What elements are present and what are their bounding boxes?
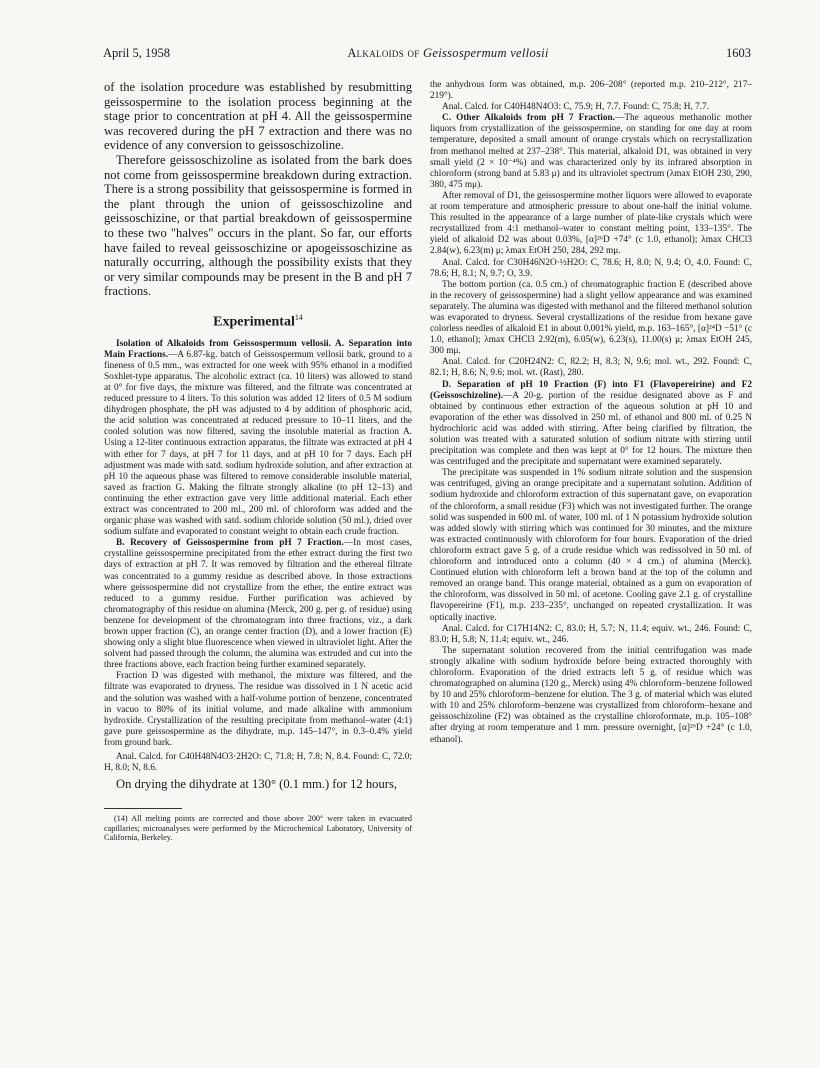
subsection-title: D. Separation of pH 10 Fraction (F) into F1 (Flavopereirine) and F2 (Geissoschizoline). — [430, 379, 752, 401]
paragraph: C. Other Alkaloids from pH 7 Fraction.—The aqueous methanolic mother liquors from crystallization of the geissospermine, on standing for one day at room temperature, deposited a small amount of orange crystals which on recrystallization from methanol melted at 237–238°. This material, alkaloid D1, was obtained in very small yield (2 × 10⁻⁴%) and was characterized only by its infrared absorption in chloroform (strong band at 5.83 μ) and its ultraviolet spectrum (λmax EtOH 230, 290, 380, 475 mμ). — [430, 113, 753, 190]
paragraph: The precipitate was suspended in 1% sodium nitrate solution and the suspension was centrifuged, giving an orange precipitate and a supernatant solution. Addition of sodium hydroxide and chloroform extraction of this supernatant gave, on evaporation of the chloroform, a small residue (F3) which was not investigated further. The orange solid was suspended in 600 ml. of water, 100 ml. of 1 N potassium hydroxide solution was added slowly with stirring which was continued for 30 minutes, and the mixture was extracted continuously with chloroform for four hours. Evaporation of the dried chloroform extract gave 5 g. of a crude residue which was redissolved in 50 ml. of chloroform and introduced onto a column (40 × 4 cm.) of alumina (Merck). Continued elution with chloroform left a brown band at the top of the column and removed an orange band. This orange material, obtained as a gum on evaporation of the chloroform, was dissolved in 50 ml. of acetone. Cooling gave 2.1 g. of crystalline flavopereirine (F1), m.p. 233–235°, unchanged on repeated crystallization. It was optically inactive. — [430, 468, 752, 623]
subsection-title: B. Recovery of Geissospermine from pH 7 Fraction. — [116, 538, 344, 549]
right-column — [430, 80, 752, 843]
paragraph: the anhydrous form was obtained, m.p. 206–208° (reported m.p. 210–212°, 217–219°). — [430, 80, 752, 102]
running-header — [103, 46, 751, 66]
analysis-line: Anal. Calcd. for C40H48N4O3·2H2O: C, 71.8; H, 7.8; N, 8.4. Found: C, 72.0; H, 8.0; N, 8.6. — [104, 752, 412, 774]
left-column — [104, 80, 412, 843]
analysis-line: Anal. Calcd. for C17H14N2: C, 83.0; H, 5.7; N, 11.4; equiv. wt., 246. Found: C, 83.0; H, 5.8; N, 11.4; equiv. wt., 246. — [430, 623, 752, 645]
paragraph: On drying the dihydrate at 130° (0.1 mm.) for 12 hours, — [116, 777, 397, 792]
analysis-line: Anal. Calcd. for C40H48N4O3: C, 75.9; H, 7.7. Found: C, 75.8; H, 7.7. — [442, 102, 710, 113]
paragraph: The supernatant solution recovered from the initial centrifugation was made strongly alkaline with sodium hydroxide before being extracted thoroughly with chloroform. Evaporation of the dried extracts left 5 g. of residue which was chromatographed on alumina (120 g., Merck) using 4% chloroform–benzene followed by 10 and 25% chloroform–benzene for elution. The 3 g. of material which was eluted with 10 and 25% chloroform–benzene was crystallized from chloroform–hexane and geissoschizoline (F2) was obtained as the crystalline chloroformate, m.p. 105–108° after drying at room temperature and 1 mm. pressure overnight, [α]²⁶D +24° (c 1.0, ethanol). — [430, 645, 752, 745]
footnote-rule — [104, 808, 182, 809]
header-title: Alkaloids of Geissospermum vellosii — [347, 46, 549, 60]
two-column-body — [104, 80, 780, 843]
analysis-line: Anal. Calcd. for C30H46N2O·½H2O: C, 78.6; H, 8.0; N, 9.4; O, 4.0. Found: C, 78.6; H, 8.1; N, 9.7; O, 3.9. — [430, 257, 752, 279]
subsection-title: C. Other Alkaloids from pH 7 Fraction. — [442, 113, 616, 124]
paragraph: B. Recovery of Geissospermine from pH 7 Fraction.—In most cases, crystalline geissospermine precipitated from the ether extract during the first two days of extraction at pH 7. It was removed by filtration and the ethereal filtrate was concentrated to a gummy residue as described above. In those extractions where geissospermine did not crystallize from the ether, the entire extract was reduced to a gummy residue. Further purification was achieved by chromatography of this residue on alumina (Merck, 200 g. per g. of residue) using benzene for development of the chromatogram into three fractions, viz., a dark brown upper fraction (C), an orange center fraction (D), and a lower fraction (E) showing only a slight blue fluorescence when viewed in ultraviolet light. After the solvent had passed through the column, the alumina was extruded and cut into the three fractions above, each fraction being further examined separately. — [104, 538, 412, 671]
section-heading: Experimental$^{14}$ — [213, 312, 303, 330]
paragraph: D. Separation of pH 10 Fraction (F) into F1 (Flavopereirine) and F2 (Geissoschizoline).—A 20-g. portion of the residue designated above as F and obtained by continuous ether extraction of the aqueous solution at pH 10 and evaporation of the ether was dissolved in 250 ml. of ethanol and 800 ml. of 0.25 N hydrochloric acid was added with stirring. After being clarified by filtration, the solution was treated with a saturated solution of sodium nitrate with stirring until precipitation was complete and then was kept at 0° for 12 hours. The mixture then was centrifuged and the precipitate and supernatant were examined separately. — [430, 379, 752, 468]
analysis-line: Anal. Calcd. for C20H24N2: C, 82.2; H, 8.3; N, 9.6; mol. wt., 292. Found: C, 82.1; H, 8.6; N, 9.6; mol. wt. (Rast), 280. — [430, 357, 752, 379]
paragraph: After removal of D1, the geissospermine mother liquors were allowed to evaporate at room temperature and atmospheric pressure to about one-half the initial volume. This resulted in the appearance of a large number of plate-like crystals which were recrystallized from 4:1 methanol–water to constant melting point, 133–135°. The yield of alkaloid D2 was about 0.03%, [α]²⁶D +74° (c 1.0, ethanol); λmax CHCl3 2.84(w), 6.23(m) μ; λmax EtOH 250, 284, 292 mμ. — [430, 190, 752, 257]
footnote: (14) All melting points are corrected and those above 200° were taken in evacuated capillaries; microanalyses were performed by the Microchemical Laboratory, University of California, Berkeley. — [104, 813, 412, 843]
paragraph: Isolation of Alkaloids from Geissospermum vellosii. A. Separation into Main Fractions.—A 6.87-kg. batch of Geissospermum vellosii bark, ground to a fineness of 0.5 mm., was extracted for one week with 95% ethanol in a modified Soxhlet-type apparatus. The alcoholic extract (ca. 10 liters) was allowed to stand at 0° for five days, the mixture was filtered, and the filtrate was concentrated at reduced pressure to 4 liters. To this solution was added 12 liters of 0.5 M sodium dihydrogen phosphate, the pH was adjusted to 4 by addition of phosphoric acid, the acid solution was concentrated at reduced pressure to 10–11 liters, and the cooled solution was now filtered, saving the insoluble material as fraction A. Using a 12-liter continuous extraction apparatus, the filtrate was extracted at pH 4 with ether for 7 days, at pH 7 for 11 days, and at pH 10 for 7 days. Each pH adjustment was made with satd. sodium hydroxide solution, and after extraction at pH 10 the aqueous phase was filtered to remove considerable insoluble material, saved as fraction G. Making the filtrate strongly alkaline (to pH 12–13) and continuing the ether extraction gave very little additional material. Each ether extract was concentrated to 200 ml., 200 ml. of chloroform was added and the organic phase was washed with satd. sodium chloride solution (50 ml.), dried over sodium sulfate and evaporated to constant weight to obtain each crude fraction. — [104, 338, 412, 538]
subsection-title: Isolation of Alkaloids from Geissospermum vellosii. A. Separation into Main Fractions. — [104, 338, 412, 360]
paragraph: The bottom portion (ca. 0.5 cm.) of chromatographic fraction E (described above in the recovery of geissospermine) had a slight yellow appearance and was examined separately. The alumina was digested with methanol and the filtered methanol solution was evaporated to dryness. Several crystallizations of the residue from hexane gave colorless needles of alkaloid E1 in about 0.001% yield, m.p. 163–165°, [α]²⁴D −51° (c 1.0, ethanol); λmax CHCl3 2.92(m), 6.05(w), 6.23(s), 11.00(s) μ; λmax EtOH 245, 300 mμ. — [430, 279, 752, 357]
paragraph: Therefore geissoschizoline as isolated from the bark does not come from geissospermine breakdown during extraction. There is a strong possibility that geissospermine is formed in the plant through the union of geissoschizoline and geissoschizine, or that partial breakdown of geissospermine to these two "halves" occurs in the plant. So far, our efforts have failed to reveal geissoschizine or apogeissoschizine as naturally occurring, although the possibility exists that they or very similar compounds may be present in the B and pH 7 fractions. — [104, 152, 412, 299]
footnote-ref: 14 — [294, 312, 303, 322]
page-number: 1603 — [726, 46, 751, 60]
paragraph: Fraction D was digested with methanol, the mixture was filtered, and the filtrate was evaporated to dryness. The residue was dissolved in 1 N acetic acid and the solution was washed with a half-volume portion of benzene, concentrated in vacuo to 80% of its initial volume, and made alkaline with ammonium hydroxide. Crystallization of the resulting precipitate from methanol–water (4:1) gave pure geissospermine as the dihydrate, m.p. 145–147°, in 0.3–0.4% yield from ground bark. — [104, 671, 412, 748]
header-date: April 5, 1958 — [103, 46, 171, 60]
paragraph: of the isolation procedure was established by resubmitting geissospermine to the isolation process beginning at the stage prior to concentration at pH 4. All the geissospermine was recovered during the pH 7 extraction and there was no evidence of any conversion to geissoschizoline. — [104, 80, 412, 153]
